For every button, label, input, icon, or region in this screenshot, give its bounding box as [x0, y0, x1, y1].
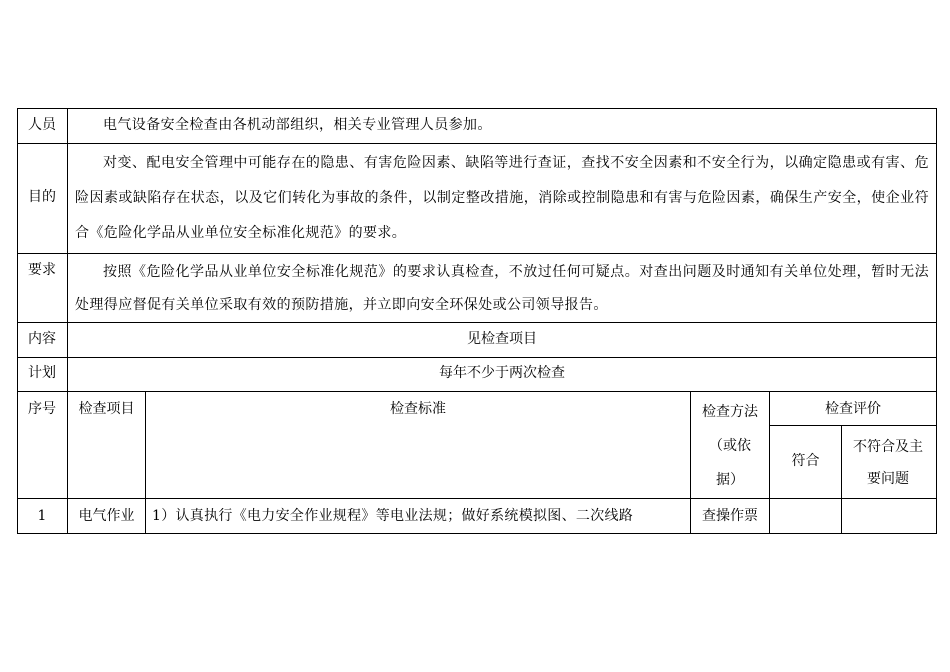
- row-1-item: 电气作业: [78, 508, 135, 524]
- row-label-plan: 计划: [28, 365, 56, 381]
- row-line: [17, 143, 937, 144]
- row-label-content: 内容: [28, 331, 56, 347]
- row-line: [17, 357, 937, 358]
- header-fail: 不符合及主要问题: [853, 439, 923, 487]
- purpose-text: 对变、配电安全管理中可能存在的隐患、有害危险因素、缺陷等进行查证，查找不安全因素和不安全行为，以确定隐患或有害、危险因素或缺陷存在状态，以及它们转化为事故的条件，以制定整改措施，消除或控制隐患和有害与危险因素，确保生产安全，使企业符合《危险化学品从业单位安全标准化规范》的要求。: [75, 155, 929, 241]
- header-pass: 符合: [791, 453, 820, 469]
- plan-text: 每年不少于两次检查: [439, 365, 565, 381]
- row-line: [17, 498, 937, 499]
- row-label-requirement: 要求: [28, 262, 56, 278]
- row-line: [17, 108, 937, 109]
- row-label-purpose: 目的: [28, 189, 56, 205]
- row-1-standard: 1）认真执行《电力安全作业规程》等电业法规；做好系统模拟图、二次线路: [152, 508, 634, 524]
- row-line: [17, 533, 937, 534]
- column-line: [841, 425, 842, 534]
- column-line: [936, 108, 937, 534]
- header-seq: 序号: [28, 401, 56, 417]
- row-line: [17, 253, 937, 254]
- header-item: 检查项目: [78, 401, 135, 417]
- row-line: [769, 425, 937, 426]
- column-line: [67, 108, 68, 534]
- row-line: [17, 322, 937, 323]
- header-standard: 检查标准: [390, 401, 446, 417]
- column-line: [17, 108, 18, 534]
- content-text: 见检查项目: [467, 331, 537, 347]
- row-line: [17, 391, 937, 392]
- personnel-text: 电气设备安全检查由各机动部组织，相关专业管理人员参加。: [103, 117, 492, 133]
- row-1-method: 查操作票: [702, 508, 758, 524]
- header-method: 检查方法（或依据）: [702, 404, 758, 488]
- row-1-seq: 1: [37, 508, 47, 524]
- header-evaluation: 检查评价: [825, 401, 881, 417]
- requirement-text: 按照《危险化学品从业单位安全标准化规范》的要求认真检查，不放过任何可疑点。对查出问题及时通知有关单位处理，暂时无法处理得应督促有关单位采取有效的预防措施，并立即向安全环保处或公司领导报告。: [75, 264, 929, 313]
- row-label-personnel: 人员: [28, 117, 56, 133]
- inspection-form-table: [17, 108, 937, 534]
